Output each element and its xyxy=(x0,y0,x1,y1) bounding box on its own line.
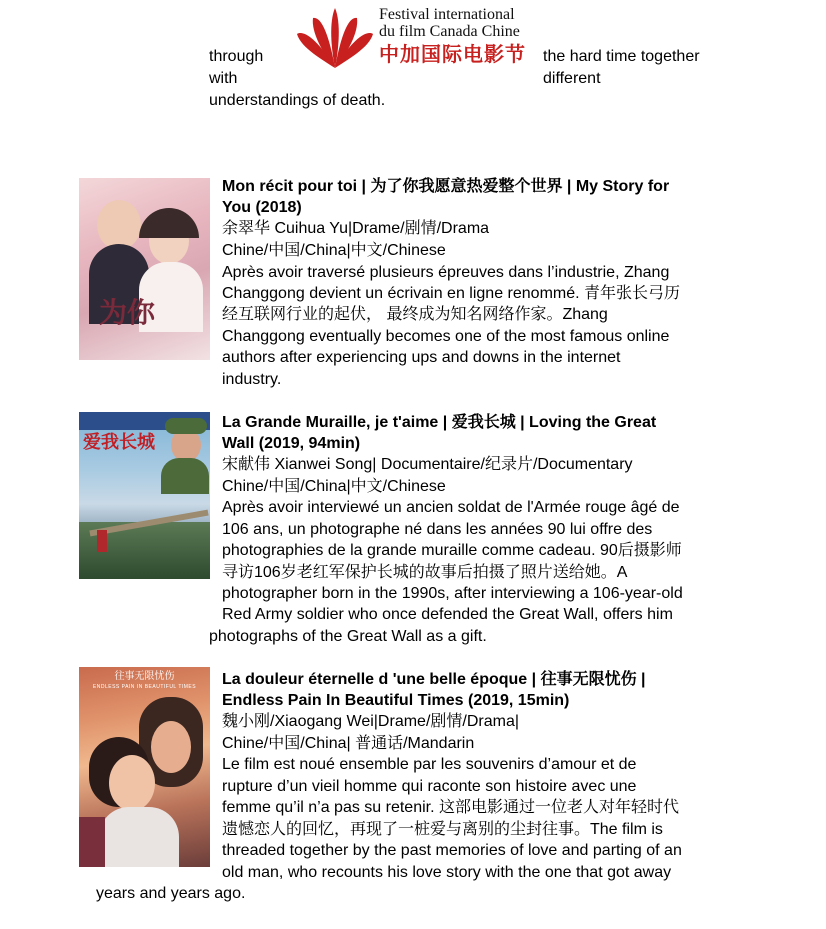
poster-title: 为你 xyxy=(99,296,156,329)
film-desc-line: photographs of the Great Wall as a gift. xyxy=(209,628,487,645)
intro-line: different xyxy=(543,70,601,87)
film-desc-line: femme qu’il n’a pas su retenir. 这部电影通过一位老人对年轻时代 xyxy=(222,799,679,816)
logo-chinese: 中加国际电影节 xyxy=(379,42,526,66)
film-country: Chine/中国/China|中文/Chinese xyxy=(222,242,446,259)
film-desc-line: years and years ago. xyxy=(96,885,246,902)
logo-line1: Festival international xyxy=(379,6,515,23)
film-country: Chine/中国/China|中文/Chinese xyxy=(222,478,446,495)
film-title: Wall (2019, 94min) xyxy=(222,435,361,452)
film-desc-line: 寻访106岁老红军保护长城的故事后拍摄了照片送给她。A xyxy=(222,564,628,581)
intro-line: through xyxy=(209,48,264,65)
film-desc-line: threaded together by the past memories of love and parting of an xyxy=(222,842,682,859)
film-desc-line: old man, who recounts his love story with the one that got away xyxy=(222,864,672,881)
film-desc-line: Changgong eventually becomes one of the most famous online xyxy=(222,328,670,345)
film-poster-loving-the-great-wall xyxy=(79,412,210,579)
film-desc-line: authors after experiencing ups and downs in the internet xyxy=(222,349,621,366)
film-desc-line: 经互联网行业的起伏， 最终成为知名网络作家。Zhang xyxy=(222,306,608,323)
film-desc-line: photographies de la grande muraille comme cadeau. 90后摄影师 xyxy=(222,542,682,559)
intro-line: understandings of death. xyxy=(209,92,386,109)
film-desc-line: Changgong devient un écrivain en ligne renommé. 青年张长弓历 xyxy=(222,285,681,302)
film-director: 魏小刚/Xiaogang Wei|Drame/剧情/Drama| xyxy=(222,713,519,730)
film-title: La douleur éternelle d 'une belle époque | 往事无限忧伤 | xyxy=(222,671,646,688)
film-desc-line: industry. xyxy=(222,371,282,388)
film-desc-line: Après avoir traversé plusieurs épreuves dans l’industrie, Zhang xyxy=(222,264,670,281)
intro-line: with xyxy=(209,70,238,87)
film-director: 余翠华 Cuihua Yu|Drame/剧情/Drama xyxy=(222,220,490,237)
film-poster-my-story-for-you xyxy=(79,178,210,360)
film-title: Endless Pain In Beautiful Times (2019, 15min) xyxy=(222,692,570,709)
poster-title: 往事无限忧伤 xyxy=(114,671,175,682)
poster-title: 爱我长城 xyxy=(83,432,155,453)
flower-logo-icon xyxy=(293,4,377,74)
poster-subtitle: ENDLESS PAIN IN BEAUTIFUL TIMES xyxy=(92,684,197,690)
film-desc-line: Après avoir interviewé un ancien soldat de l'Armée rouge âgé de xyxy=(222,499,680,516)
film-desc-line: rupture d’un vieil homme qui raconte son histoire avec une xyxy=(222,778,637,795)
film-title: Mon récit pour toi | 为了你我愿意热爱整个世界 | My Story for xyxy=(222,178,670,195)
film-title: La Grande Muraille, je t'aime | 爱我长城 | Loving the Great xyxy=(222,414,657,431)
film-title: You (2018) xyxy=(222,199,302,216)
film-director: 宋献伟 Xianwei Song| Documentaire/纪录片/Documentary xyxy=(222,456,633,473)
festival-logo xyxy=(293,4,538,74)
film-desc-line: 106 ans, un photographe né dans les années 90 lui offre des xyxy=(222,521,653,538)
film-country: Chine/中国/China| 普通话/Mandarin xyxy=(222,735,475,752)
film-desc-line: 遗憾恋人的回忆，再现了一桩爱与离别的尘封往事。The film is xyxy=(222,821,663,838)
film-poster-endless-pain xyxy=(79,667,210,867)
film-desc-line: photographer born in the 1990s, after interviewing a 106-year-old xyxy=(222,585,683,602)
intro-line: the hard time together xyxy=(543,48,700,65)
logo-line2: du film Canada Chine xyxy=(379,23,520,40)
film-desc-line: Red Army soldier who once defended the Great Wall, offers him xyxy=(222,606,673,623)
film-desc-line: Le film est noué ensemble par les souvenirs d’amour et de xyxy=(222,756,637,773)
